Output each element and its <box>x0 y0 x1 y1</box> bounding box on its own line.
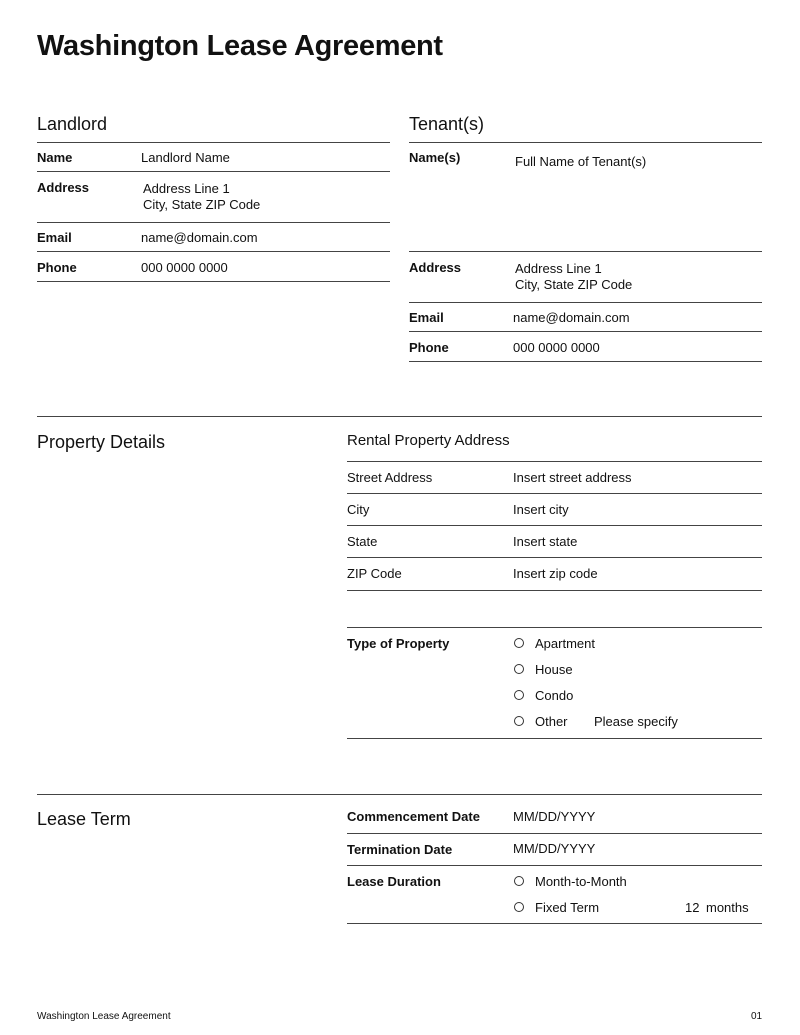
tenant-names-label: Name(s) <box>409 150 461 165</box>
property-type-label: Type of Property <box>347 636 450 651</box>
divider <box>347 493 762 494</box>
street-label: Street Address <box>347 470 433 485</box>
option-other-label: Other <box>535 714 568 729</box>
fixed-term-unit: months <box>706 900 749 915</box>
divider <box>347 461 762 462</box>
page-number: 01 <box>751 1011 763 1022</box>
divider <box>37 281 390 282</box>
other-specify-field[interactable]: Please specify <box>594 714 678 729</box>
divider <box>347 590 762 591</box>
landlord-name-label: Name <box>37 150 73 165</box>
divider <box>347 525 762 526</box>
divider <box>37 251 390 252</box>
footer-title: Washington Lease Agreement <box>37 1011 171 1022</box>
tenant-address-line2-field[interactable]: City, State ZIP Code <box>515 277 633 292</box>
termination-date-field[interactable]: MM/DD/YYYY <box>513 841 596 856</box>
city-label: City <box>347 502 370 517</box>
landlord-email-label: Email <box>37 230 72 245</box>
option-fixed-term-label: Fixed Term <box>535 900 600 915</box>
section-divider <box>37 794 762 795</box>
lease-term-heading: Lease Term <box>37 809 131 829</box>
state-label: State <box>347 534 378 549</box>
street-field[interactable]: Insert street address <box>513 470 632 485</box>
option-month-to-month-label: Month-to-Month <box>535 874 627 889</box>
tenant-address-label: Address <box>409 260 462 275</box>
divider <box>347 627 762 628</box>
lease-duration-label: Lease Duration <box>347 874 441 889</box>
divider <box>347 923 762 924</box>
divider <box>347 833 762 834</box>
radio-condo[interactable] <box>514 690 524 700</box>
divider <box>37 142 390 143</box>
landlord-name-field[interactable]: Landlord Name <box>141 150 230 165</box>
zip-label: ZIP Code <box>347 566 402 581</box>
divider <box>409 142 762 143</box>
radio-fixed-term[interactable] <box>514 902 524 912</box>
divider <box>37 171 390 172</box>
tenant-heading: Tenant(s) <box>409 114 485 134</box>
landlord-email-field[interactable]: name@domain.com <box>141 230 258 245</box>
radio-apartment[interactable] <box>514 638 524 648</box>
tenant-phone-field[interactable]: 000 0000 0000 <box>513 340 600 355</box>
radio-month-to-month[interactable] <box>514 876 524 886</box>
commencement-date-field[interactable]: MM/DD/YYYY <box>513 809 596 824</box>
divider <box>37 222 390 223</box>
tenant-email-label: Email <box>409 310 444 325</box>
tenant-names-field[interactable]: Full Name of Tenant(s) <box>515 154 647 169</box>
section-divider <box>37 416 762 417</box>
landlord-phone-label: Phone <box>37 260 77 275</box>
zip-field[interactable]: Insert zip code <box>513 566 598 581</box>
divider <box>347 738 762 739</box>
commencement-label: Commencement Date <box>347 809 480 824</box>
divider <box>347 865 762 866</box>
termination-label: Termination Date <box>347 842 453 857</box>
fixed-term-count-field[interactable]: 12 <box>685 900 700 915</box>
tenant-phone-label: Phone <box>409 340 449 355</box>
divider <box>409 361 762 362</box>
divider <box>409 302 762 303</box>
divider <box>409 251 762 252</box>
landlord-address-line1-field[interactable]: Address Line 1 <box>143 181 230 196</box>
divider <box>409 331 762 332</box>
page-title: Washington Lease Agreement <box>37 30 443 62</box>
radio-other[interactable] <box>514 716 524 726</box>
landlord-phone-field[interactable]: 000 0000 0000 <box>141 260 228 275</box>
landlord-address-line2-field[interactable]: City, State ZIP Code <box>143 197 261 212</box>
tenant-email-field[interactable]: name@domain.com <box>513 310 630 325</box>
rental-address-heading: Rental Property Address <box>347 432 510 449</box>
property-heading: Property Details <box>37 432 166 452</box>
tenant-address-line1-field[interactable]: Address Line 1 <box>515 261 602 276</box>
radio-house[interactable] <box>514 664 524 674</box>
option-condo-label: Condo <box>535 688 574 703</box>
state-field[interactable]: Insert state <box>513 534 578 549</box>
landlord-heading: Landlord <box>37 114 108 134</box>
city-field[interactable]: Insert city <box>513 502 569 517</box>
landlord-address-label: Address <box>37 180 90 195</box>
divider <box>347 557 762 558</box>
option-apartment-label: Apartment <box>535 636 595 651</box>
option-house-label: House <box>535 662 573 677</box>
